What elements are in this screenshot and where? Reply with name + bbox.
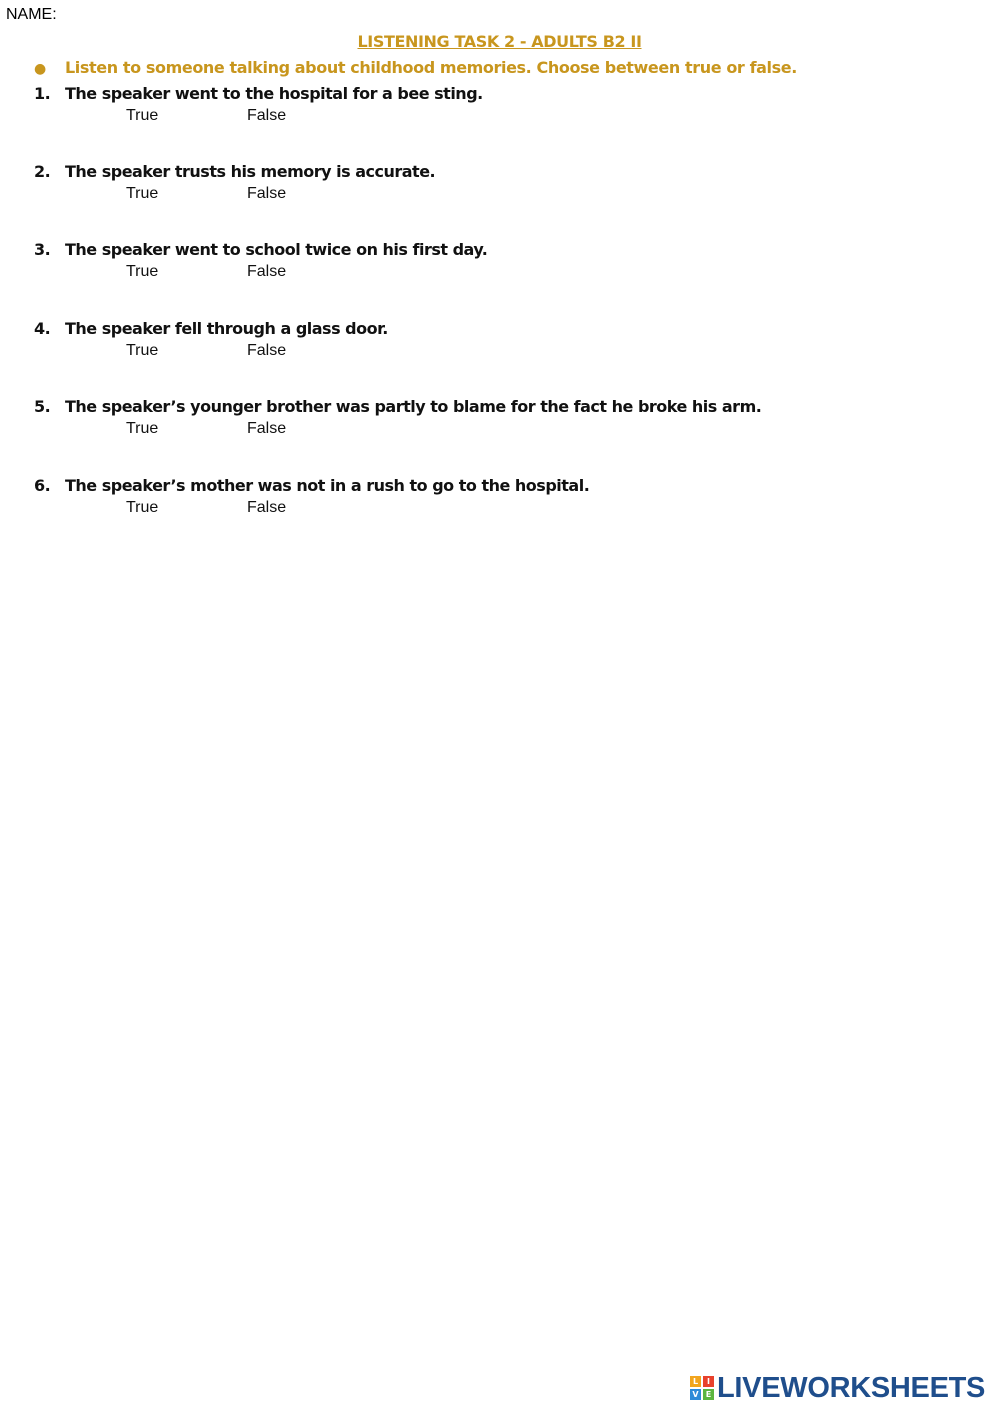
question-line — [34, 397, 934, 416]
name-label: NAME: — [6, 6, 57, 23]
question-4 — [34, 319, 934, 366]
option-false[interactable]: False — [247, 420, 287, 437]
question-6 — [34, 476, 934, 523]
question-1 — [34, 84, 934, 131]
question-line — [34, 162, 934, 181]
logo-mark-tile: V — [690, 1389, 701, 1400]
option-true[interactable]: True — [126, 185, 159, 202]
question-text: The speaker went to the hospital for a bee sting. — [65, 84, 483, 103]
answer-options — [34, 107, 934, 131]
instruction — [34, 58, 797, 77]
option-true[interactable]: True — [126, 107, 159, 124]
liveworksheets-logo — [690, 1371, 986, 1404]
question-5 — [34, 397, 934, 444]
option-false[interactable]: False — [247, 342, 287, 359]
option-false[interactable]: False — [247, 263, 287, 280]
question-number: 6. — [34, 476, 51, 495]
question-text: The speaker trusts his memory is accurate. — [65, 162, 436, 181]
worksheet-title: LISTENING TASK 2 - ADULTS B2 II — [357, 32, 642, 51]
logo-mark-tile: E — [703, 1389, 714, 1400]
logo-mark-tile: I — [703, 1376, 714, 1387]
instruction-text: Listen to someone talking about childhood memories. Choose between true or false. — [65, 58, 797, 77]
question-text: The speaker went to school twice on his first day. — [65, 240, 488, 259]
option-true[interactable]: True — [126, 420, 159, 437]
bullet-icon: ● — [34, 61, 46, 77]
option-true[interactable]: True — [126, 263, 159, 280]
logo-mark-tile: L — [690, 1376, 701, 1387]
answer-options — [34, 420, 934, 444]
question-text: The speaker’s younger brother was partly to blame for the fact he broke his arm. — [65, 397, 762, 416]
question-number: 2. — [34, 162, 51, 181]
question-text: The speaker fell through a glass door. — [65, 319, 388, 338]
question-3 — [34, 240, 934, 287]
option-true[interactable]: True — [126, 499, 159, 516]
question-line — [34, 476, 934, 495]
option-false[interactable]: False — [247, 499, 287, 516]
logo-mark-icon — [690, 1376, 714, 1400]
answer-options — [34, 263, 934, 287]
question-number: 3. — [34, 240, 51, 259]
question-number: 5. — [34, 397, 51, 416]
question-line — [34, 84, 934, 103]
question-2 — [34, 162, 934, 209]
question-number: 1. — [34, 84, 51, 103]
answer-options — [34, 342, 934, 366]
question-line — [34, 240, 934, 259]
logo-text: LIVEWORKSHEETS — [717, 1371, 986, 1404]
question-line — [34, 319, 934, 338]
question-text: The speaker’s mother was not in a rush to go to the hospital. — [65, 476, 590, 495]
answer-options — [34, 499, 934, 523]
option-false[interactable]: False — [247, 107, 287, 124]
option-false[interactable]: False — [247, 185, 287, 202]
option-true[interactable]: True — [126, 342, 159, 359]
question-number: 4. — [34, 319, 51, 338]
answer-options — [34, 185, 934, 209]
